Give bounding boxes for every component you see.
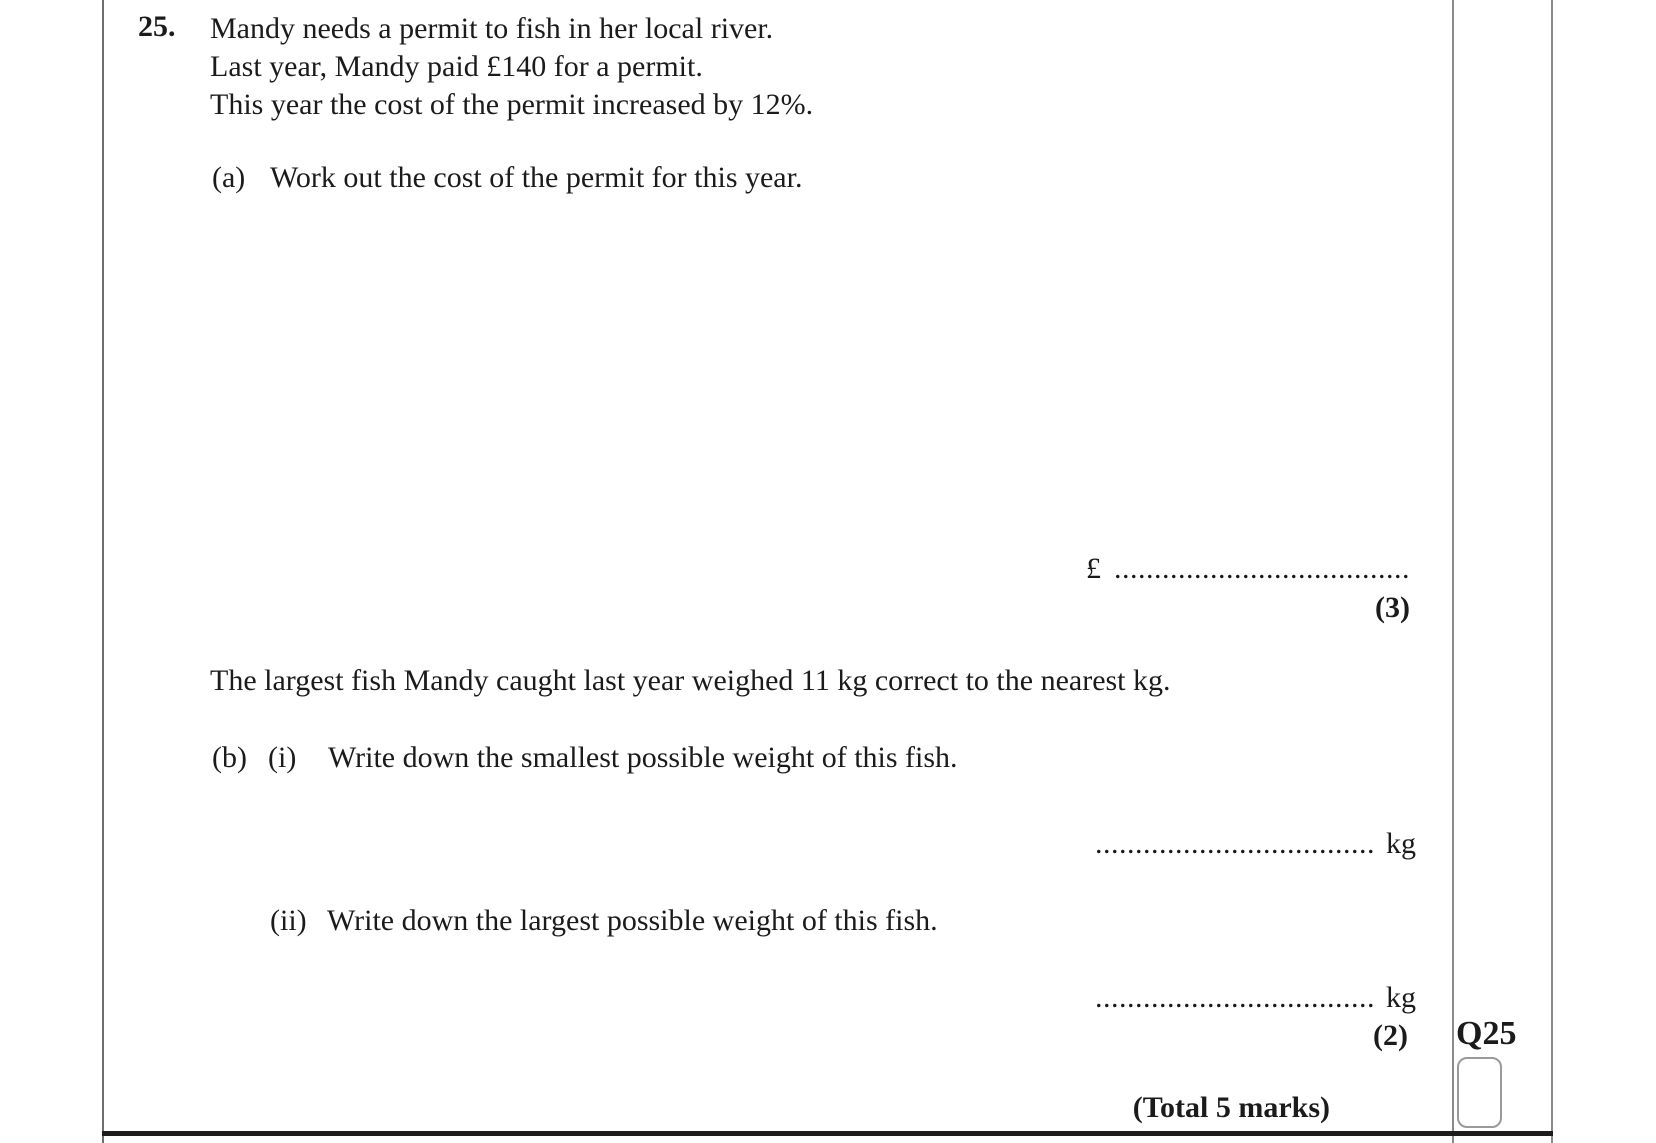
total-marks: (Total 5 marks) (1132, 1091, 1330, 1124)
unit-label-kg: kg (1386, 981, 1416, 1014)
unit-label-kg: kg (1386, 827, 1416, 860)
question-number: 25. (138, 10, 176, 43)
right-margin-rule-outer (1551, 0, 1553, 1143)
examiner-mark-box (1457, 1057, 1502, 1128)
answer-line-kg-largest (1095, 983, 1416, 1013)
part-a-row (212, 163, 802, 193)
question-bottom-rule (102, 1131, 1553, 1136)
part-b-label: (b) (212, 741, 247, 774)
question-text-line: Last year, Mandy paid £140 for a permit. (210, 50, 703, 83)
answer-line-kg-smallest (1095, 829, 1416, 859)
part-b-i-row (212, 743, 958, 773)
part-b-marks: (2) (1373, 1019, 1408, 1052)
left-margin-rule (102, 0, 104, 1143)
question-text-line: This year the cost of the permit increased by 12%. (210, 88, 814, 121)
currency-symbol: £ (1086, 552, 1101, 585)
question-text-line: Mandy needs a permit to fish in her local river. (210, 12, 774, 45)
context-text: The largest fish Mandy caught last year weighed 11 kg correct to the nearest kg. (210, 664, 1171, 697)
part-b-i-label: (i) (268, 741, 297, 774)
part-b-ii-label: (ii) (270, 904, 307, 937)
part-b-ii-row (270, 906, 938, 936)
dotted-answer-line: ................................... (1095, 981, 1375, 1014)
question-intro (210, 10, 813, 124)
part-b-i-text: Write down the smallest possible weight of this fish. (328, 741, 958, 774)
dotted-answer-line: ................................... (1095, 827, 1375, 860)
answer-line-currency (1086, 554, 1410, 584)
question-ref-label: Q25 (1456, 1015, 1517, 1052)
part-a-text: Work out the cost of the permit for this year. (270, 161, 803, 194)
part-b-ii-text: Write down the largest possible weight of this fish. (327, 904, 938, 937)
dotted-answer-line: ..................................... (1114, 552, 1410, 585)
part-a-label: (a) (212, 161, 246, 194)
right-margin-rule-inner (1452, 0, 1454, 1143)
part-a-marks: (3) (1375, 591, 1410, 624)
